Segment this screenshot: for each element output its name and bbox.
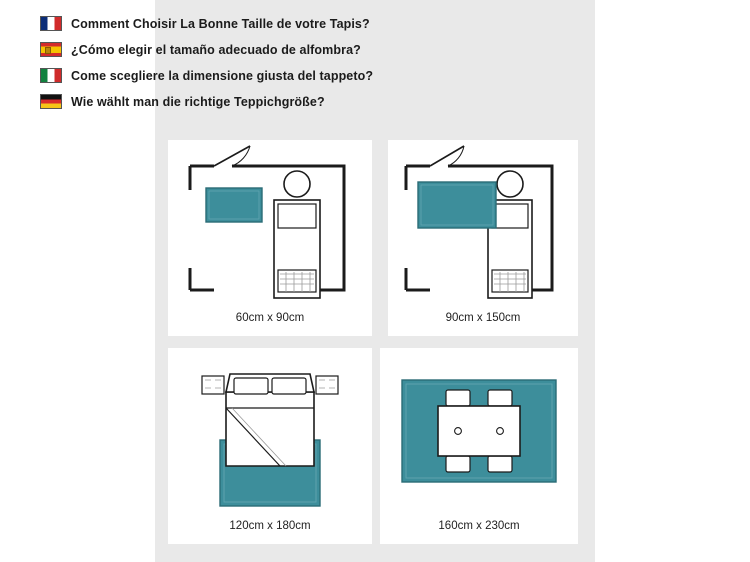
flag-italy-icon [40, 68, 62, 83]
card-caption-120x180: 120cm x 180cm [229, 520, 311, 532]
card-rug-120x180 [168, 348, 372, 544]
diagram-bedroom-small-rug [168, 140, 372, 308]
title-text-italian: Come scegliere la dimensione giusta del tappeto? [71, 68, 374, 83]
card-caption-160x230: 160cm x 230cm [438, 520, 520, 532]
bed-foot-rug-svg [168, 348, 372, 516]
bedroom-medium-rug-svg [388, 140, 578, 308]
title-text-spanish: ¿Cómo elegir el tamaño adecuado de alfombra? [71, 42, 361, 57]
bedroom-small-rug-svg [168, 140, 372, 308]
title-row-french [40, 14, 430, 33]
card-caption-90x150: 90cm x 150cm [445, 312, 521, 324]
title-text-german: Wie wählt man die richtige Teppichgröße? [71, 94, 325, 109]
diagram-dining-table-rug [380, 348, 578, 516]
title-text-french: Comment Choisir La Bonne Taille de votre Tapis? [71, 16, 370, 31]
card-rug-60x90 [168, 140, 372, 336]
flag-germany-icon [40, 94, 62, 109]
title-row-german [40, 92, 430, 111]
title-row-italian [40, 66, 430, 85]
card-rug-160x230 [380, 348, 578, 544]
diagram-bedroom-medium-rug [388, 140, 578, 308]
title-row-spanish [40, 40, 430, 59]
card-rug-90x150 [388, 140, 578, 336]
flag-spain-icon [40, 42, 62, 57]
title-block [40, 14, 430, 118]
diagram-bed-foot-rug [168, 348, 372, 516]
card-caption-60x90: 60cm x 90cm [235, 312, 305, 324]
dining-table-rug-svg [380, 348, 578, 516]
flag-france-icon [40, 16, 62, 31]
